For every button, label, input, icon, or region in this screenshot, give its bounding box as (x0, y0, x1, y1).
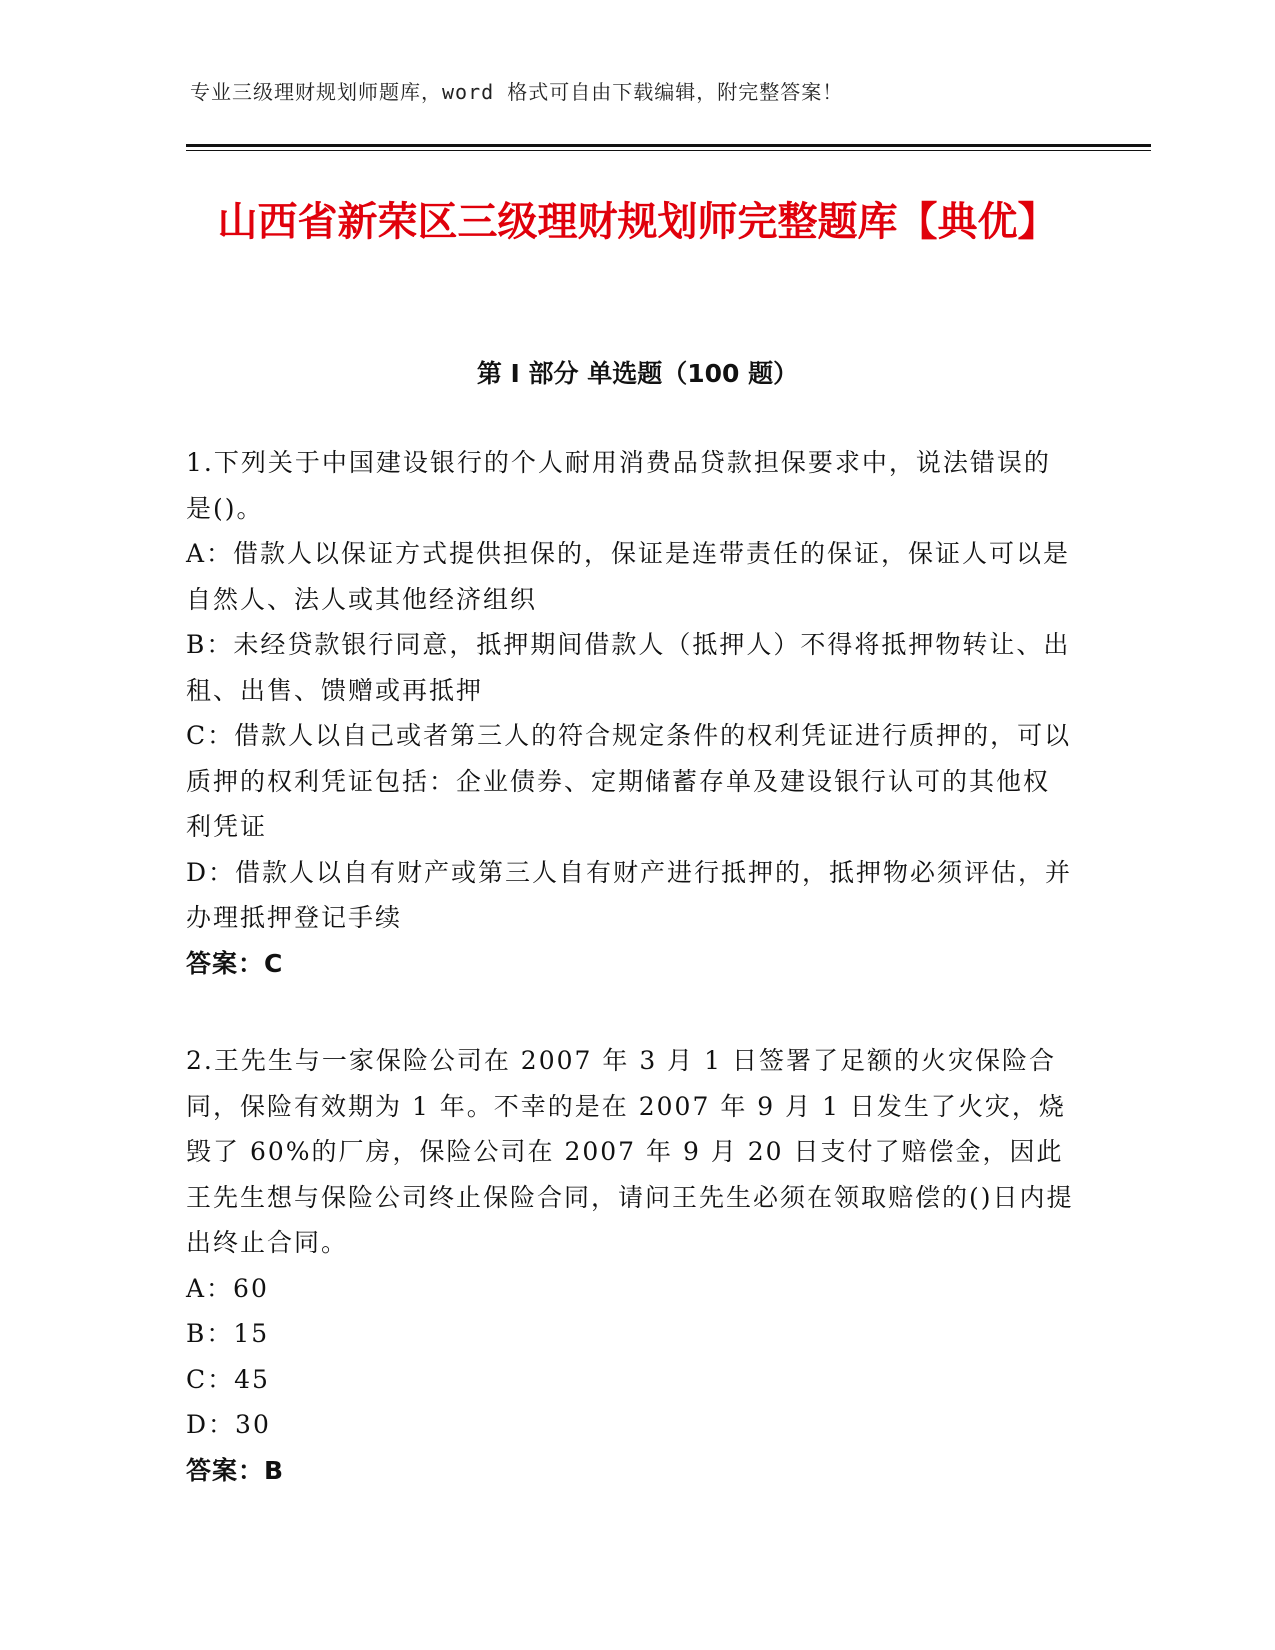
option-d: D：30 (186, 1410, 271, 1439)
header-rule-thick (186, 144, 1151, 147)
answer: 答案：B (186, 1455, 285, 1485)
option-a: A：60 (186, 1273, 269, 1303)
option-c: C：45 (186, 1364, 270, 1394)
header-note: 专业三级理财规划师题库，word 格式可自由下载编辑，附完整答案！ (190, 80, 844, 104)
option-c: C：借款人以自己或者第三人的符合规定条件的权利凭证进行质押的，可以质押的权利凭证包括：企业债券、定期储蓄存单及建设银行认可的其他权利凭证 (186, 721, 1072, 841)
option-b: B：15 (186, 1319, 270, 1348)
question-2 (186, 1038, 1076, 1518)
option-a: A：借款人以保证方式提供担保的，保证是连带责任的保证，保证人可以是自然人、法人或其他经济组织 (186, 539, 1071, 614)
header-rule-thin (186, 150, 1151, 151)
question-1 (186, 440, 1076, 1011)
question-stem: 2.王先生与一家保险公司在 2007 年 3 月 1 日签署了足额的火灾保险合同，保险有效期为 1 年。不幸的是在 2007 年 9 月 1 日发生了火灾，烧毁了 60%的厂房，保险公司在 2007 年 9 月 20 日支付了赔偿金，因此王先生想与保险公司终止保险合同，请问王先生必须在领取赔偿的()日内提出终止合同。 (186, 1046, 1074, 1257)
document-title: 山西省新荣区三级理财规划师完整题库【典优】 (217, 199, 1058, 245)
option-d: D：借款人以自有财产或第三人自有财产进行抵押的，抵押物必须评估，并办理抵押登记手续 (186, 857, 1073, 932)
answer: 答案：C (186, 948, 284, 978)
option-b: B：未经贷款银行同意，抵押期间借款人（抵押人）不得将抵押物转让、出租、出售、馈赠或再抵押 (186, 630, 1071, 705)
question-stem: 1.下列关于中国建设银行的个人耐用消费品贷款担保要求中，说法错误的是()。 (186, 448, 1051, 523)
section-title: 第 I 部分 单选题（100 题） (476, 359, 799, 388)
